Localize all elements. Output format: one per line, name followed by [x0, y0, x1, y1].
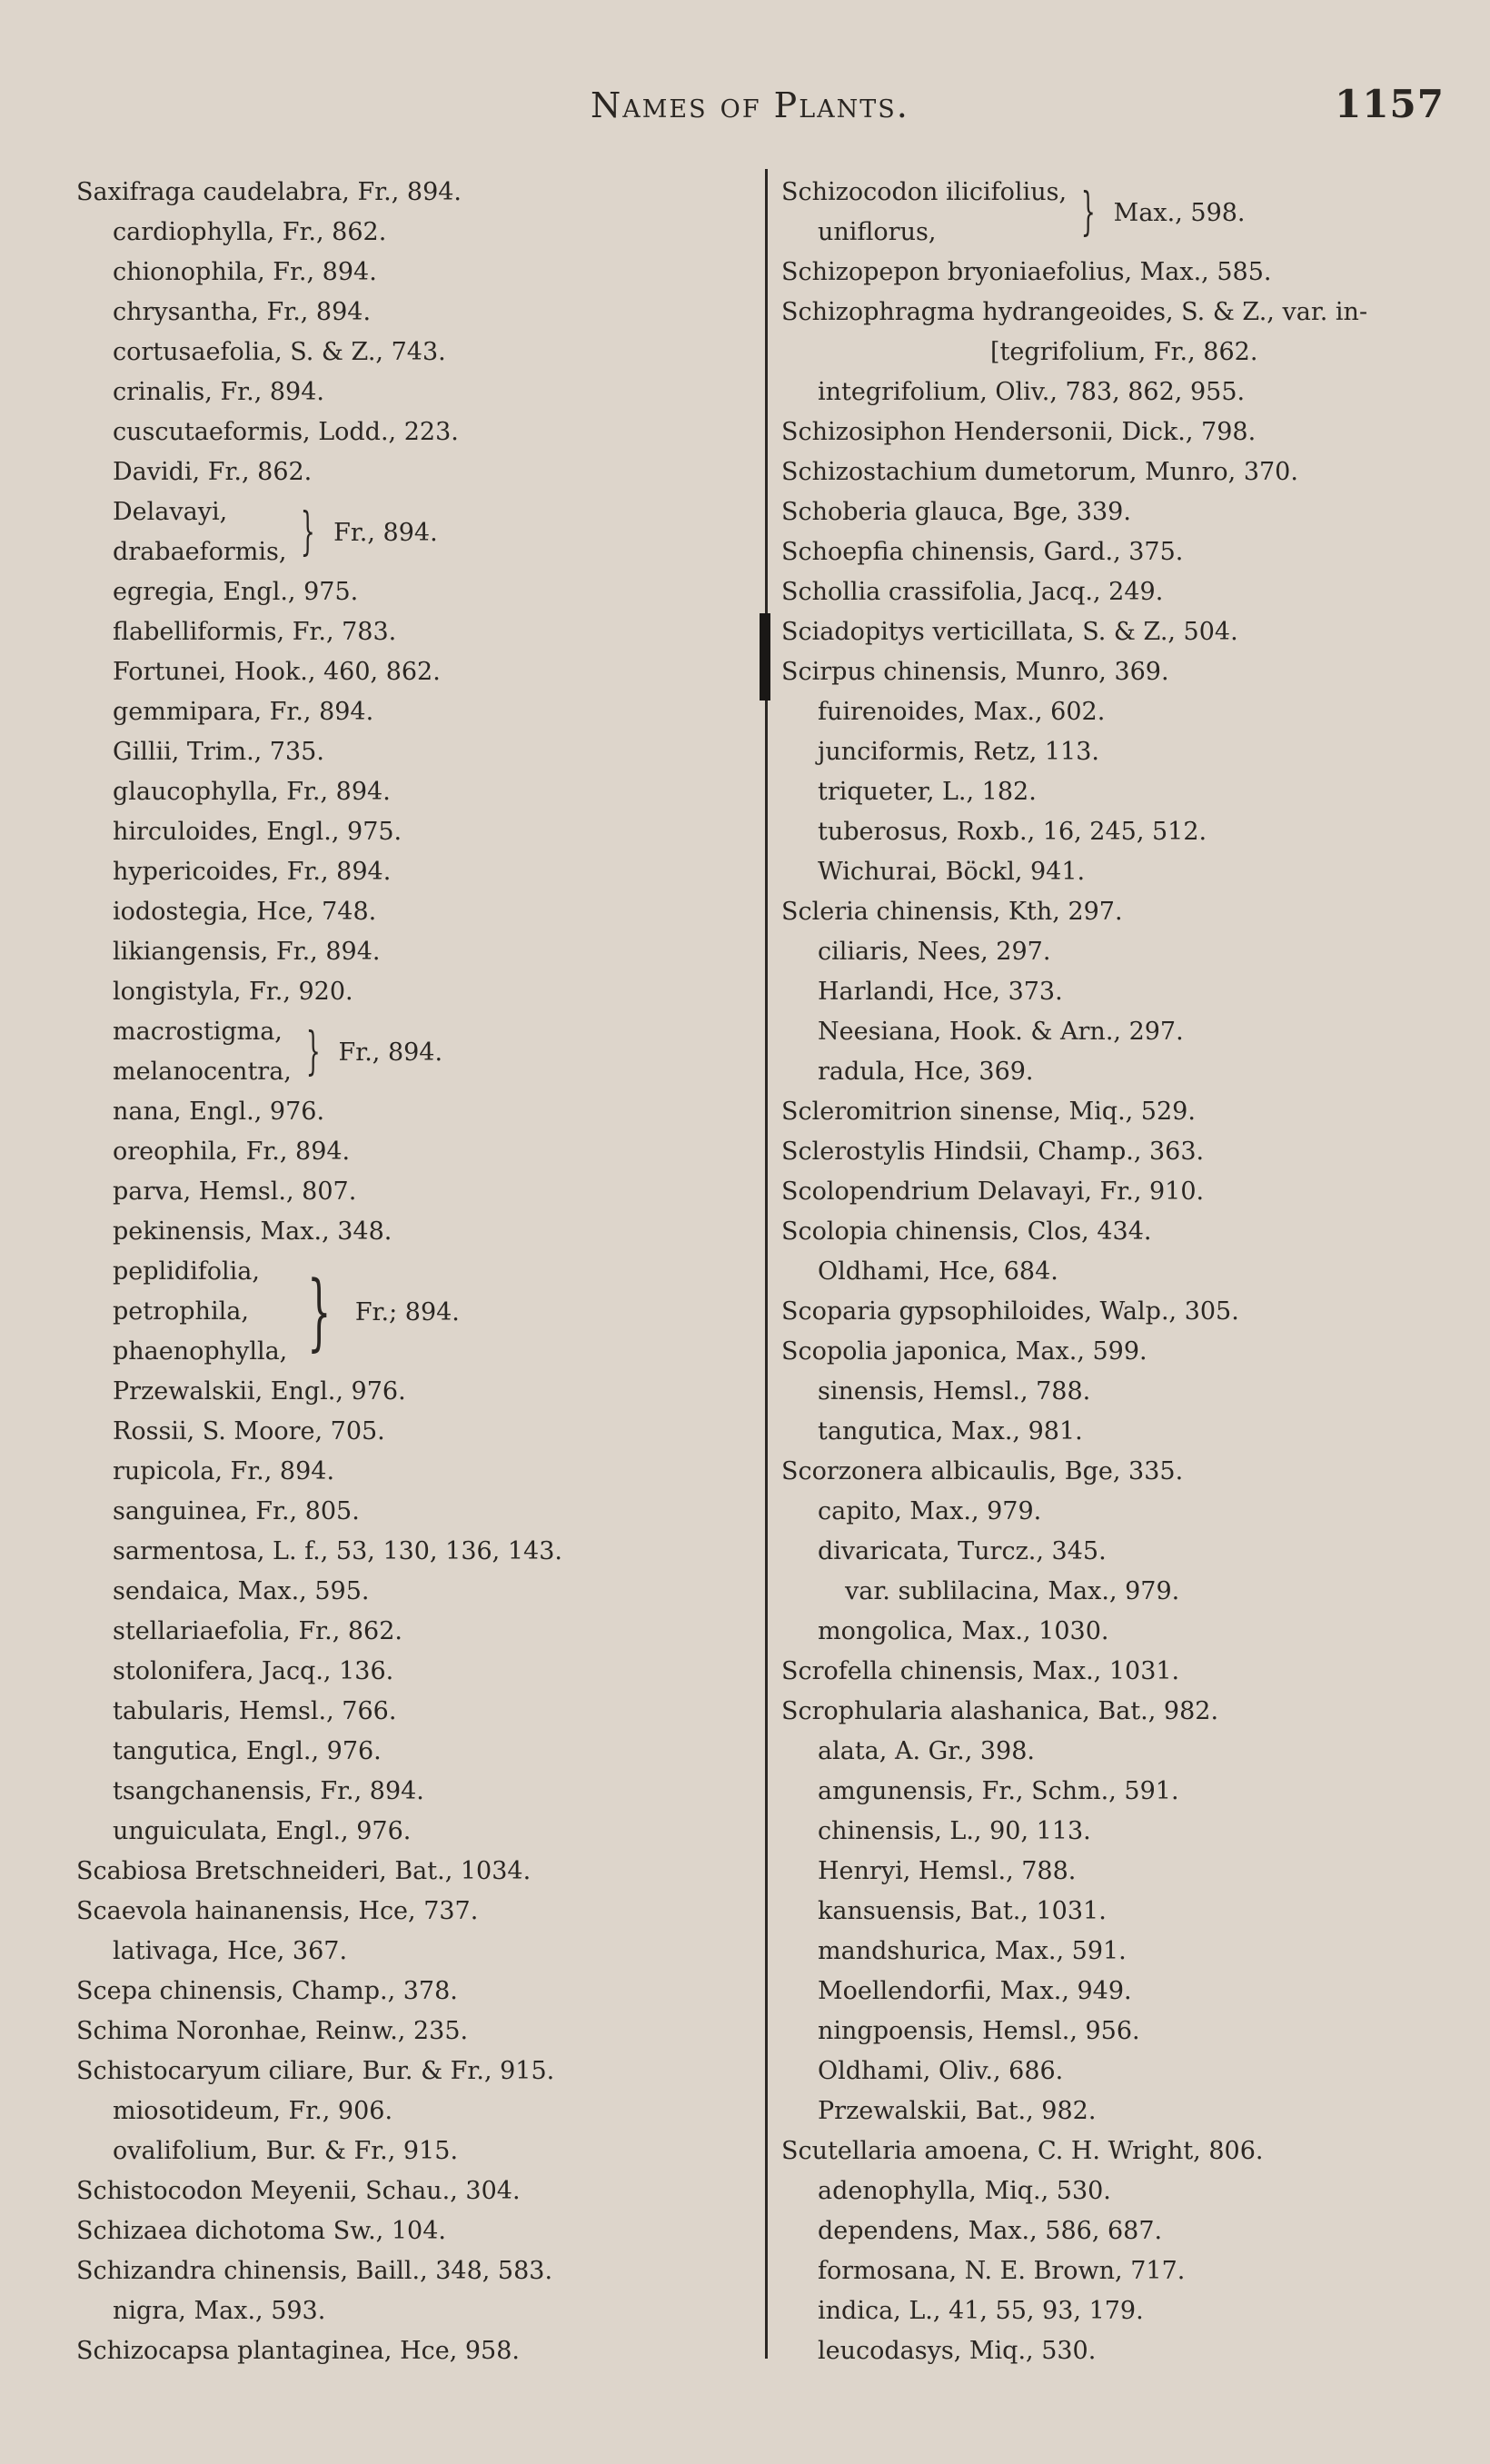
right-column: [781, 173, 1465, 2371]
index-entry: amgunensis, Fr., Schm., 591.: [818, 1777, 1179, 1805]
index-entry: Sciadopitys verticillata, S. & Z., 504.: [781, 618, 1238, 646]
index-entry: var. sublilacina, Max., 979.: [845, 1577, 1180, 1605]
index-entry: Scopolia japonica, Max., 599.: [781, 1337, 1147, 1366]
brace-glyph: }: [1080, 183, 1096, 242]
running-title: Names of Plants.: [591, 85, 909, 125]
index-entry: sarmentosa, L. f., 53, 130, 136, 143.: [113, 1537, 562, 1565]
index-entry: fuirenoides, Max., 602.: [818, 698, 1106, 726]
index-entry: peplidifolia,: [113, 1257, 260, 1286]
index-entry: Davidi, Fr., 862.: [113, 458, 313, 486]
index-entry: macrostigma,: [113, 1018, 283, 1046]
index-entry: mongolica, Max., 1030.: [818, 1617, 1109, 1645]
index-entry: sanguinea, Fr., 805.: [113, 1497, 360, 1525]
index-entry: Scoparia gypsophiloides, Walp., 305.: [781, 1297, 1239, 1326]
index-entry: Scolopia chinensis, Clos, 434.: [781, 1217, 1152, 1246]
index-entry: oreophila, Fr., 894.: [113, 1138, 351, 1166]
bracketed-group: [781, 173, 1465, 253]
index-entry: unguiculata, Engl., 976.: [113, 1817, 412, 1845]
index-entry: tuberosus, Roxb., 16, 245, 512.: [818, 818, 1207, 846]
index-entry: junciformis, Retz, 113.: [818, 738, 1099, 766]
index-entry: Schima Noronhae, Reinw., 235.: [76, 2017, 469, 2045]
index-entry: formosana, N. E. Brown, 717.: [818, 2257, 1186, 2285]
index-entry: crinalis, Fr., 894.: [113, 378, 324, 406]
index-entry: Harlandi, Hce, 373.: [818, 978, 1063, 1006]
index-entry: adenophylla, Miq., 530.: [818, 2177, 1111, 2205]
index-entry: stolonifera, Jacq., 136.: [113, 1657, 394, 1685]
index-entry: Schizocodon ilicifolius,: [781, 178, 1068, 206]
index-entry: tangutica, Engl., 976.: [113, 1737, 382, 1765]
index-entry: flabelliformis, Fr., 783.: [113, 618, 397, 646]
index-entry: tsangchanensis, Fr., 894.: [113, 1777, 424, 1805]
index-entry: Neesiana, Hook. & Arn., 297.: [818, 1018, 1184, 1046]
index-entry: leucodasys, Miq., 530.: [818, 2337, 1097, 2365]
index-entry: nigra, Max., 593.: [113, 2297, 326, 2325]
index-entry: Scepa chinensis, Champ., 378.: [76, 1977, 458, 2005]
page-header: [0, 82, 1490, 136]
index-entry: Scaevola hainanensis, Hce, 737.: [76, 1897, 479, 1925]
index-entry: Przewalskii, Bat., 982.: [818, 2097, 1097, 2125]
index-entry: gemmipara, Fr., 894.: [113, 698, 374, 726]
index-entry: Wichurai, Böckl, 941.: [818, 858, 1086, 886]
index-entry: stellariaefolia, Fr., 862.: [113, 1617, 402, 1645]
index-entry: melanocentra,: [113, 1058, 292, 1086]
brace-glyph: }: [305, 1022, 321, 1081]
index-entry: Scutellaria amoena, C. H. Wright, 806.: [781, 2137, 1264, 2165]
index-entry: Scrofella chinensis, Max., 1031.: [781, 1657, 1180, 1685]
index-entry: chinensis, L., 90, 113.: [818, 1817, 1091, 1845]
index-entry: chrysantha, Fr., 894.: [113, 298, 372, 326]
index-entry: Rossii, S. Moore, 705.: [113, 1417, 385, 1446]
index-entry: ovalifolium, Bur. & Fr., 915.: [113, 2137, 459, 2165]
index-entry: Scolopendrium Delavayi, Fr., 910.: [781, 1177, 1205, 1206]
group-reference: Fr.; 894.: [354, 1297, 460, 1326]
index-entry: kansuensis, Bat., 1031.: [818, 1897, 1107, 1925]
index-entry: Schizandra chinensis, Baill., 348, 583.: [76, 2257, 553, 2285]
index-entry: Scleromitrion sinense, Miq., 529.: [781, 1098, 1196, 1126]
index-entry: Schizostachium dumetorum, Munro, 370.: [781, 458, 1298, 486]
index-entry: Schizosiphon Hendersonii, Dick., 798.: [781, 418, 1257, 446]
index-entry: Scirpus chinensis, Munro, 369.: [781, 658, 1169, 686]
index-entry: Przewalskii, Engl., 976.: [113, 1377, 406, 1406]
index-entry: rupicola, Fr., 894.: [113, 1457, 335, 1485]
index-entry: Scleria chinensis, Kth, 297.: [781, 898, 1123, 926]
index-entry: longistyla, Fr., 920.: [113, 978, 353, 1006]
index-entry: Gillii, Trim., 735.: [113, 738, 324, 766]
group-reference: Fr., 894.: [338, 1038, 443, 1067]
index-entry: Fortunei, Hook., 460, 862.: [113, 658, 441, 686]
bracketed-group: [76, 1252, 767, 1372]
left-column: [76, 173, 767, 2371]
index-entry: Scabiosa Bretschneideri, Bat., 1034.: [76, 1857, 531, 1885]
index-entry: Schoberia glauca, Bge, 339.: [781, 498, 1131, 526]
index-entry: tangutica, Max., 981.: [818, 1417, 1083, 1446]
index-entry: radula, Hce, 369.: [818, 1058, 1034, 1086]
index-entry: Schizophragma hydrangeoides, S. & Z., var. in-: [781, 298, 1368, 326]
index-entry: cardiophylla, Fr., 862.: [113, 218, 387, 246]
index-entry: Henryi, Hemsl., 788.: [818, 1857, 1077, 1885]
page-number: 1157: [1335, 82, 1445, 126]
group-reference: Max., 598.: [1113, 198, 1246, 227]
index-entry: sinensis, Hemsl., 788.: [818, 1377, 1091, 1406]
index-entry: divaricata, Turcz., 345.: [818, 1537, 1107, 1565]
index-entry: hirculoides, Engl., 975.: [113, 818, 402, 846]
index-entry: Schizocapsa plantaginea, Hce, 958.: [76, 2337, 520, 2365]
index-entry: cuscutaeformis, Lodd., 223.: [113, 418, 459, 446]
index-entry: integrifolium, Oliv., 783, 862, 955.: [818, 378, 1246, 406]
index-entry: [tegrifolium, Fr., 862.: [990, 338, 1258, 366]
index-entry: Schoepfia chinensis, Gard., 375.: [781, 538, 1184, 566]
index-entry: Scorzonera albicaulis, Bge, 335.: [781, 1457, 1184, 1485]
index-entry: ciliaris, Nees, 297.: [818, 938, 1051, 966]
group-reference: Fr., 894.: [333, 518, 438, 547]
index-entry: iodostegia, Hce, 748.: [113, 898, 377, 926]
index-entry: Schollia crassifolia, Jacq., 249.: [781, 578, 1164, 606]
index-entry: Schistocaryum ciliare, Bur. & Fr., 915.: [76, 2057, 555, 2085]
index-entry: hypericoides, Fr., 894.: [113, 858, 392, 886]
bracketed-group: [76, 492, 767, 572]
index-entry: egregia, Engl., 975.: [113, 578, 359, 606]
index-entry: Schizaea dichotoma Sw., 104.: [76, 2217, 446, 2245]
index-entry: Moellendorfii, Max., 949.: [818, 1977, 1132, 2005]
index-entry: ningpoensis, Hemsl., 956.: [818, 2017, 1140, 2045]
brace-glyph: }: [301, 502, 316, 561]
index-entry: triqueter, L., 182.: [818, 778, 1037, 806]
index-entry: likiangensis, Fr., 894.: [113, 938, 381, 966]
index-entry: dependens, Max., 586, 687.: [818, 2217, 1163, 2245]
index-entry: chionophila, Fr., 894.: [113, 258, 377, 286]
index-entry: pekinensis, Max., 348.: [113, 1217, 392, 1246]
index-entry: mandshurica, Max., 591.: [818, 1937, 1127, 1965]
index-entry: petrophila,: [113, 1297, 249, 1326]
index-entry: glaucophylla, Fr., 894.: [113, 778, 391, 806]
index-entry: cortusaefolia, S. & Z., 743.: [113, 338, 446, 366]
index-entry: alata, A. Gr., 398.: [818, 1737, 1035, 1765]
index-entry: Sclerostylis Hindsii, Champ., 363.: [781, 1138, 1205, 1166]
brace-glyph: }: [307, 1263, 332, 1360]
index-entry: Delavayi,: [113, 498, 228, 526]
index-entry: sendaica, Max., 595.: [113, 1577, 370, 1605]
index-entry: Oldhami, Hce, 684.: [818, 1257, 1058, 1286]
index-entry: Scrophularia alashanica, Bat., 982.: [781, 1697, 1219, 1725]
index-entry: tabularis, Hemsl., 766.: [113, 1697, 397, 1725]
index-entry: indica, L., 41, 55, 93, 179.: [818, 2297, 1144, 2325]
index-entry: capito, Max., 979.: [818, 1497, 1042, 1525]
index-entry: nana, Engl., 976.: [113, 1098, 325, 1126]
index-entry: Schistocodon Meyenii, Schau., 304.: [76, 2177, 521, 2205]
index-entry: uniflorus,: [818, 218, 937, 246]
index-entry: parva, Hemsl., 807.: [113, 1177, 357, 1206]
index-entry: Oldhami, Oliv., 686.: [818, 2057, 1064, 2085]
index-entry: Schizopepon bryoniaefolius, Max., 585.: [781, 258, 1272, 286]
index-entry: miosotideum, Fr., 906.: [113, 2097, 393, 2125]
index-entry: phaenophylla,: [113, 1337, 288, 1366]
index-entry: lativaga, Hce, 367.: [113, 1937, 348, 1965]
index-entry: Saxifraga caudelabra, Fr., 894.: [76, 178, 462, 206]
bracketed-group: [76, 1012, 767, 1092]
index-entry: drabaeformis,: [113, 538, 287, 566]
